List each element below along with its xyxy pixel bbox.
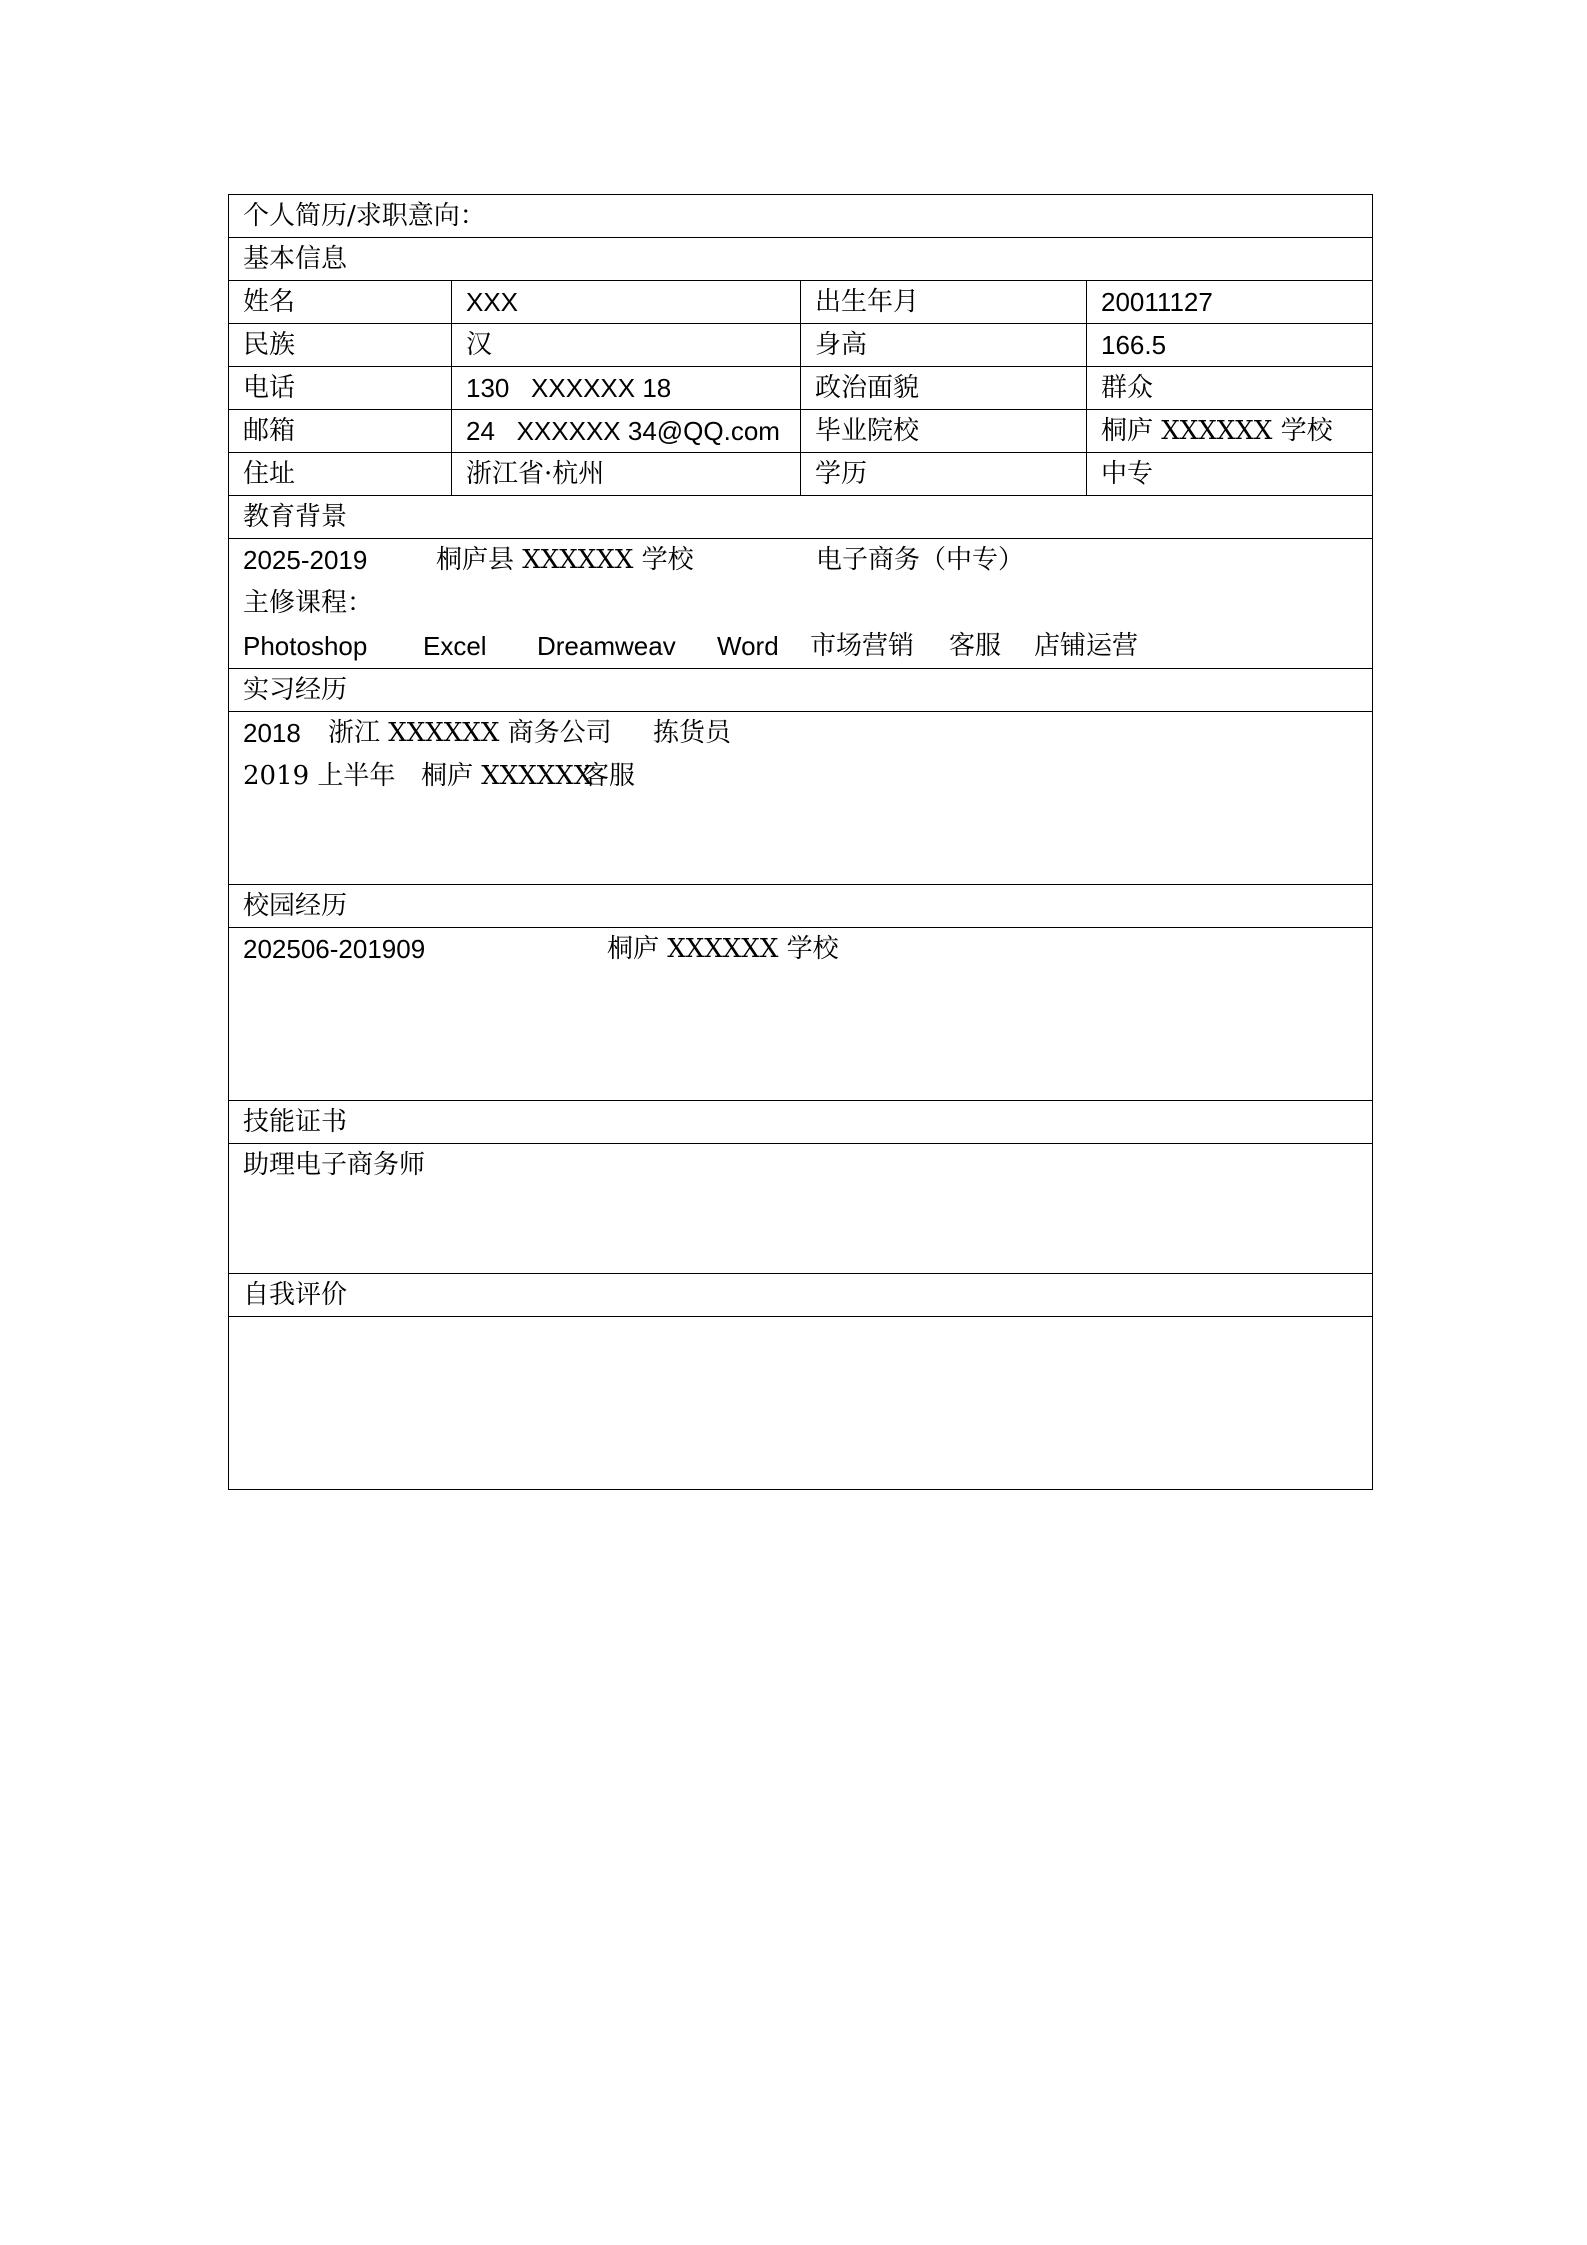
- info-row-ethnicity: [229, 324, 1373, 367]
- resume-title: 个人简历/求职意向：: [229, 195, 1373, 238]
- title-row: [229, 195, 1373, 238]
- campus-school: 桐庐 XXXXXX 学校: [607, 934, 839, 964]
- value-name: XXX: [452, 281, 801, 324]
- course-item: Photoshop: [243, 631, 368, 661]
- internship-header: 实习经历: [229, 669, 1373, 712]
- value-school: 桐庐 XXXXXX 学校: [1087, 410, 1373, 453]
- label-address: 住址: [229, 453, 452, 496]
- campus-entry: [243, 928, 1358, 971]
- info-row-address: [229, 453, 1373, 496]
- skills-header: 技能证书: [229, 1101, 1373, 1144]
- value-degree: 中专: [1087, 453, 1373, 496]
- label-school: 毕业院校: [801, 410, 1087, 453]
- education-content-row: [229, 539, 1373, 669]
- course-item: Excel: [423, 631, 487, 661]
- internship-role: 客服: [583, 761, 636, 791]
- course-item: 市场营销: [810, 631, 915, 661]
- campus-content: [229, 928, 1373, 1101]
- skills-content: 助理电子商务师: [229, 1144, 1373, 1274]
- education-line-2: [243, 582, 1358, 625]
- value-email: 24 XXXXXX 34@QQ.com: [452, 410, 801, 453]
- self-eval-header-row: [229, 1274, 1373, 1317]
- education-period: 2025-2019: [243, 545, 368, 575]
- info-row-email: [229, 410, 1373, 453]
- label-name: 姓名: [229, 281, 452, 324]
- internship-role: 拣货员: [653, 718, 732, 748]
- course-item: 客服: [949, 631, 1002, 661]
- internship-company: 浙江 XXXXXX 商务公司: [328, 718, 612, 748]
- education-line-1: [243, 539, 1358, 582]
- value-political: 群众: [1087, 367, 1373, 410]
- value-ethnicity: 汉: [452, 324, 801, 367]
- label-email: 邮箱: [229, 410, 452, 453]
- label-degree: 学历: [801, 453, 1087, 496]
- internship-content-row: [229, 712, 1373, 885]
- self-eval-header: 自我评价: [229, 1274, 1373, 1317]
- skills-content-row: [229, 1144, 1373, 1274]
- value-address: 浙江省·杭州: [452, 453, 801, 496]
- course-item: Dreamweav: [537, 631, 676, 661]
- campus-header-row: [229, 885, 1373, 928]
- label-ethnicity: 民族: [229, 324, 452, 367]
- skills-header-row: [229, 1101, 1373, 1144]
- info-row-name: [229, 281, 1373, 324]
- resume-table: [228, 194, 1373, 1490]
- campus-header: 校园经历: [229, 885, 1373, 928]
- campus-period: 202506-201909: [243, 934, 426, 964]
- internship-entry: [243, 755, 1358, 798]
- internship-entry: [243, 712, 1358, 755]
- courses-line: [243, 625, 1358, 668]
- education-school: 桐庐县 XXXXXX 学校: [436, 545, 694, 575]
- education-major: 电子商务（中专）: [816, 545, 1025, 575]
- course-item: 店铺运营: [1034, 631, 1139, 661]
- education-header: 教育背景: [229, 496, 1373, 539]
- internship-year: 2019 上半年: [243, 761, 396, 791]
- info-row-phone: [229, 367, 1373, 410]
- course-item: Word: [717, 631, 779, 661]
- label-height: 身高: [801, 324, 1087, 367]
- education-header-row: [229, 496, 1373, 539]
- internship-header-row: [229, 669, 1373, 712]
- internship-content: [229, 712, 1373, 885]
- self-eval-content: [229, 1317, 1373, 1490]
- internship-year: 2018: [243, 718, 301, 748]
- self-eval-content-row: [229, 1317, 1373, 1490]
- value-phone: 130 XXXXXX 18: [452, 367, 801, 410]
- value-birth: 20011127: [1087, 281, 1373, 324]
- label-political: 政治面貌: [801, 367, 1087, 410]
- label-phone: 电话: [229, 367, 452, 410]
- courses-label: 主修课程：: [243, 588, 374, 618]
- education-content: [229, 539, 1373, 669]
- value-height: 166.5: [1087, 324, 1373, 367]
- label-birth: 出生年月: [801, 281, 1087, 324]
- basic-info-header-row: [229, 238, 1373, 281]
- campus-content-row: [229, 928, 1373, 1101]
- internship-company: 桐庐 XXXXXX: [421, 761, 593, 791]
- basic-info-header: 基本信息: [229, 238, 1373, 281]
